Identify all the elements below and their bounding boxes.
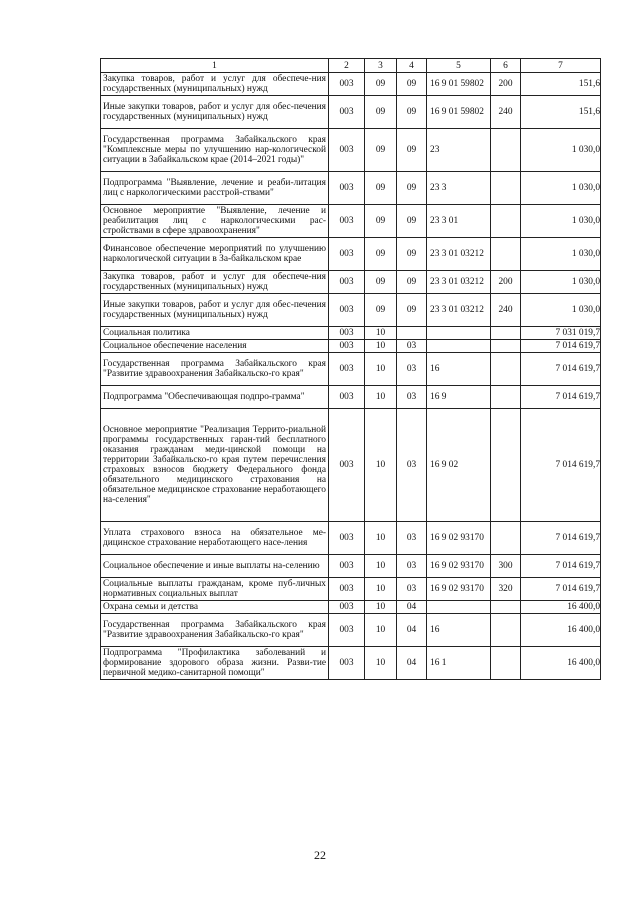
- target-item-code-cell: 16 9 02 93170: [427, 555, 491, 578]
- amount-cell: 7 014 619,7: [521, 353, 601, 386]
- row-name-cell: Закупка товаров, работ и услуг для обеспече-ния государственных (муниципальных) нужд: [101, 271, 329, 294]
- column-number: 4: [397, 59, 427, 73]
- target-item-code-cell: 16 9 01 59802: [427, 96, 491, 129]
- row-name-cell: Финансовое обеспечение мероприятий по улучшению наркологической ситуации в За-байкальском крае: [101, 238, 329, 271]
- section-code-cell: 09: [365, 129, 397, 172]
- section-code-cell: 09: [365, 172, 397, 205]
- table-row: [101, 601, 601, 614]
- column-number: 7: [521, 59, 601, 73]
- expense-type-code-cell: 240: [491, 96, 521, 129]
- table-header: [101, 59, 601, 73]
- table-body: [101, 73, 601, 680]
- target-item-code-cell: 16 9: [427, 386, 491, 409]
- expense-type-code-cell: [491, 409, 521, 522]
- section-code-cell: 09: [365, 271, 397, 294]
- table-row: [101, 327, 601, 340]
- expense-type-code-cell: [491, 386, 521, 409]
- grbs-code-cell: 003: [329, 578, 365, 601]
- grbs-code-cell: 003: [329, 647, 365, 680]
- target-item-code-cell: 23 3 01 03212: [427, 238, 491, 271]
- table-row: [101, 238, 601, 271]
- row-name-cell: Иные закупки товаров, работ и услуг для обес-печения государственных (муниципальных) нужд: [101, 96, 329, 129]
- target-item-code-cell: 23 3 01: [427, 205, 491, 238]
- row-name-cell: Социальное обеспечение населения: [101, 340, 329, 353]
- table-row: [101, 353, 601, 386]
- section-code-cell: 10: [365, 340, 397, 353]
- grbs-code-cell: 003: [329, 327, 365, 340]
- section-code-cell: 10: [365, 614, 397, 647]
- table-row: [101, 294, 601, 327]
- subsection-code-cell: 03: [397, 386, 427, 409]
- target-item-code-cell: [427, 327, 491, 340]
- amount-cell: 1 030,0: [521, 238, 601, 271]
- section-code-cell: 10: [365, 578, 397, 601]
- section-code-cell: 10: [365, 353, 397, 386]
- subsection-code-cell: 09: [397, 205, 427, 238]
- expense-type-code-cell: 320: [491, 578, 521, 601]
- section-code-cell: 09: [365, 96, 397, 129]
- grbs-code-cell: 003: [329, 172, 365, 205]
- section-code-cell: 09: [365, 73, 397, 96]
- grbs-code-cell: 003: [329, 601, 365, 614]
- subsection-code-cell: 03: [397, 522, 427, 555]
- grbs-code-cell: 003: [329, 555, 365, 578]
- subsection-code-cell: 03: [397, 578, 427, 601]
- table-row: [101, 578, 601, 601]
- target-item-code-cell: 23: [427, 129, 491, 172]
- subsection-code-cell: 09: [397, 129, 427, 172]
- section-code-cell: 09: [365, 294, 397, 327]
- amount-cell: 7 031 019,7: [521, 327, 601, 340]
- row-name-cell: Государственная программа Забайкальского края "Развитие здравоохранения Забайкальско-го края": [101, 353, 329, 386]
- table-row: [101, 555, 601, 578]
- expense-type-code-cell: 200: [491, 271, 521, 294]
- section-code-cell: 10: [365, 409, 397, 522]
- table-row: [101, 271, 601, 294]
- section-code-cell: 09: [365, 238, 397, 271]
- target-item-code-cell: 23 3 01 03212: [427, 294, 491, 327]
- row-name-cell: Охрана семьи и детства: [101, 601, 329, 614]
- grbs-code-cell: 003: [329, 340, 365, 353]
- expense-type-code-cell: 240: [491, 294, 521, 327]
- row-name-cell: Подпрограмма "Профилактика заболеваний и формирование здорового образа жизни. Разви-тие первичной медико-санитарной помощи": [101, 647, 329, 680]
- page-number: 22: [314, 848, 326, 862]
- target-item-code-cell: 16 1: [427, 647, 491, 680]
- amount-cell: 1 030,0: [521, 294, 601, 327]
- row-name-cell: Социальные выплаты гражданам, кроме пуб-личных нормативных социальных выплат: [101, 578, 329, 601]
- row-name-cell: Основное мероприятие "Реализация Террито-риальной программы государственных гаран-тий бесплатного оказания гражданам меди-цинской помощи на территории Забайкальско-го края путем перечисления страховых взносов бюджету Федерального фонда обязательного медицинского страхования на обязательное медицинское страхование неработающего на-селения": [101, 409, 329, 522]
- amount-cell: 7 014 619,7: [521, 409, 601, 522]
- amount-cell: 7 014 619,7: [521, 340, 601, 353]
- section-code-cell: 09: [365, 205, 397, 238]
- grbs-code-cell: 003: [329, 353, 365, 386]
- amount-cell: 16 400,0: [521, 614, 601, 647]
- section-code-cell: 10: [365, 647, 397, 680]
- grbs-code-cell: 003: [329, 386, 365, 409]
- amount-cell: 151,6: [521, 96, 601, 129]
- amount-cell: 151,6: [521, 73, 601, 96]
- subsection-code-cell: 04: [397, 647, 427, 680]
- target-item-code-cell: 16: [427, 614, 491, 647]
- row-name-cell: Иные закупки товаров, работ и услуг для обес-печения государственных (муниципальных) нужд: [101, 294, 329, 327]
- expense-type-code-cell: 200: [491, 73, 521, 96]
- expense-type-code-cell: [491, 614, 521, 647]
- grbs-code-cell: 003: [329, 522, 365, 555]
- column-number-row: [101, 59, 601, 73]
- target-item-code-cell: 23 3 01 03212: [427, 271, 491, 294]
- grbs-code-cell: 003: [329, 409, 365, 522]
- grbs-code-cell: 003: [329, 96, 365, 129]
- amount-cell: 1 030,0: [521, 271, 601, 294]
- table-row: [101, 172, 601, 205]
- grbs-code-cell: 003: [329, 238, 365, 271]
- expense-type-code-cell: [491, 353, 521, 386]
- row-name-cell: Уплата страхового взноса на обязательное ме-дицинское страхование неработающего насе-ления: [101, 522, 329, 555]
- grbs-code-cell: 003: [329, 271, 365, 294]
- expense-type-code-cell: 300: [491, 555, 521, 578]
- target-item-code-cell: 16 9 02: [427, 409, 491, 522]
- amount-cell: 1 030,0: [521, 172, 601, 205]
- row-name-cell: Основное мероприятие "Выявление, лечение и реабилитация лиц с наркологическими рас-стройствами в сфере здравоохранения": [101, 205, 329, 238]
- target-item-code-cell: 16 9 02 93170: [427, 578, 491, 601]
- column-number: 5: [427, 59, 491, 73]
- table-row: [101, 614, 601, 647]
- section-code-cell: 10: [365, 601, 397, 614]
- row-name-cell: Закупка товаров, работ и услуг для обеспече-ния государственных (муниципальных) нужд: [101, 73, 329, 96]
- grbs-code-cell: 003: [329, 205, 365, 238]
- target-item-code-cell: 16 9 01 59802: [427, 73, 491, 96]
- amount-cell: 7 014 619,7: [521, 578, 601, 601]
- grbs-code-cell: 003: [329, 129, 365, 172]
- subsection-code-cell: 04: [397, 601, 427, 614]
- expense-type-code-cell: [491, 172, 521, 205]
- target-item-code-cell: 16: [427, 353, 491, 386]
- target-item-code-cell: 16 9 02 93170: [427, 522, 491, 555]
- table-row: [101, 386, 601, 409]
- column-number: 1: [101, 59, 329, 73]
- expense-type-code-cell: [491, 340, 521, 353]
- row-name-cell: Подпрограмма "Обеспечивающая подпро-грамма": [101, 386, 329, 409]
- amount-cell: 7 014 619,7: [521, 386, 601, 409]
- table-row: [101, 96, 601, 129]
- amount-cell: 16 400,0: [521, 601, 601, 614]
- target-item-code-cell: [427, 601, 491, 614]
- expense-type-code-cell: [491, 601, 521, 614]
- grbs-code-cell: 003: [329, 73, 365, 96]
- expense-type-code-cell: [491, 205, 521, 238]
- section-code-cell: 10: [365, 327, 397, 340]
- target-item-code-cell: 23 3: [427, 172, 491, 205]
- table-row: [101, 409, 601, 522]
- table-row: [101, 205, 601, 238]
- table-row: [101, 129, 601, 172]
- subsection-code-cell: 09: [397, 238, 427, 271]
- expense-type-code-cell: [491, 238, 521, 271]
- subsection-code-cell: 03: [397, 353, 427, 386]
- budget-table: [100, 58, 601, 680]
- subsection-code-cell: 03: [397, 340, 427, 353]
- subsection-code-cell: [397, 327, 427, 340]
- table-row: [101, 522, 601, 555]
- row-name-cell: Государственная программа Забайкальского края "Развитие здравоохранения Забайкальско-го края": [101, 614, 329, 647]
- column-number: 6: [491, 59, 521, 73]
- row-name-cell: Социальное обеспечение и иные выплаты на-селению: [101, 555, 329, 578]
- subsection-code-cell: 09: [397, 294, 427, 327]
- subsection-code-cell: 09: [397, 271, 427, 294]
- table-row: [101, 647, 601, 680]
- section-code-cell: 10: [365, 386, 397, 409]
- table-row: [101, 340, 601, 353]
- grbs-code-cell: 003: [329, 614, 365, 647]
- expense-type-code-cell: [491, 647, 521, 680]
- subsection-code-cell: 03: [397, 409, 427, 522]
- amount-cell: 1 030,0: [521, 205, 601, 238]
- table-row: [101, 73, 601, 96]
- subsection-code-cell: 09: [397, 172, 427, 205]
- target-item-code-cell: [427, 340, 491, 353]
- amount-cell: 7 014 619,7: [521, 522, 601, 555]
- row-name-cell: Подпрограмма "Выявление, лечение и реаби-литация лиц с наркологическими расстрой-ствами": [101, 172, 329, 205]
- amount-cell: 1 030,0: [521, 129, 601, 172]
- expense-type-code-cell: [491, 522, 521, 555]
- row-name-cell: Социальная политика: [101, 327, 329, 340]
- amount-cell: 16 400,0: [521, 647, 601, 680]
- section-code-cell: 10: [365, 522, 397, 555]
- subsection-code-cell: 09: [397, 96, 427, 129]
- row-name-cell: Государственная программа Забайкальского края "Комплексные меры по улучшению нар-кологической ситуации в Забайкальском крае (2014–2021 годы)": [101, 129, 329, 172]
- expense-type-code-cell: [491, 129, 521, 172]
- grbs-code-cell: 003: [329, 294, 365, 327]
- amount-cell: 7 014 619,7: [521, 555, 601, 578]
- expense-type-code-cell: [491, 327, 521, 340]
- subsection-code-cell: 03: [397, 555, 427, 578]
- section-code-cell: 10: [365, 555, 397, 578]
- column-number: 2: [329, 59, 365, 73]
- column-number: 3: [365, 59, 397, 73]
- subsection-code-cell: 09: [397, 73, 427, 96]
- subsection-code-cell: 04: [397, 614, 427, 647]
